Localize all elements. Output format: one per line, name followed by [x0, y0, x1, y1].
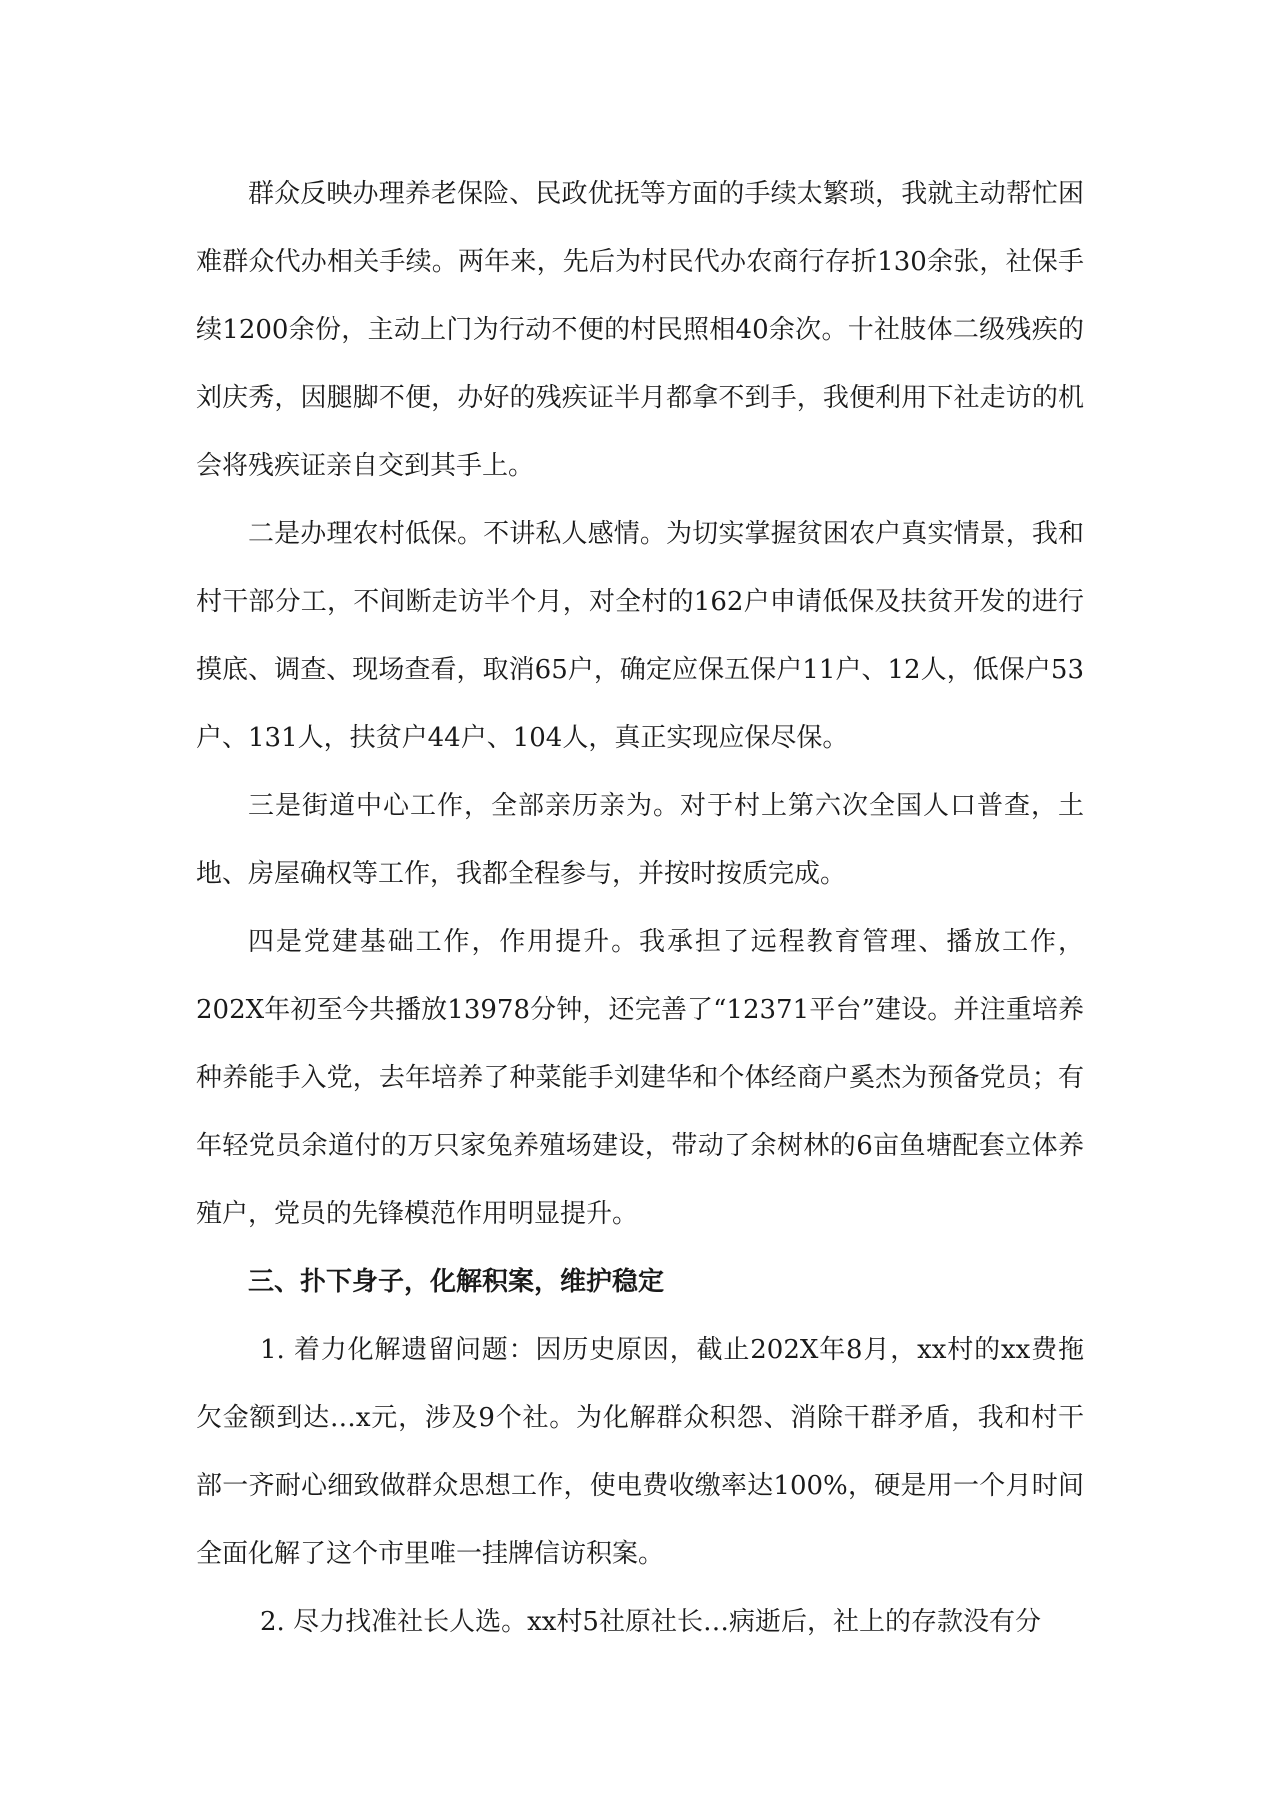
paragraph-1: 群众反映办理养老保险、民政优抚等方面的手续太繁琐，我就主动帮忙困难群众代办相关手续。两年来，先后为村民代办农商行存折130余张，社保手续1200余份，主动上门为行动不便的村民照相40余次。十社肢体二级残疾的刘庆秀，因腿脚不便，办好的残疾证半月都拿不到手，我便利用下社走访的机会将残疾证亲自交到其手上。	[196, 179, 1084, 481]
numbered-item-1: 1. 着力化解遗留问题：因历史原因，截止202X年8月，xx村的xx费拖欠金额到达…x元，涉及9个社。为化解群众积怨、消除干群矛盾，我和村干部一齐耐心细致做群众思想工作，使电费收缴率达100%，硬是用一个月时间全面化解了这个市里唯一挂牌信访积案。	[196, 1335, 1084, 1569]
paragraph-2: 二是办理农村低保。不讲私人感情。为切实掌握贫困农户真实情景，我和村干部分工，不间断走访半个月，对全村的162户申请低保及扶贫开发的进行摸底、调查、现场查看，取消65户，确定应保五保户11户、12人，低保户53户、131人，扶贫户44户、104人，真正实现应保尽保。	[196, 519, 1084, 753]
paragraph-4: 四是党建基础工作，作用提升。我承担了远程教育管理、播放工作，202X年初至今共播放13978分钟，还完善了“12371平台”建设。并注重培养种养能手入党，去年培养了种菜能手刘建华和个体经商户奚杰为预备党员；有年轻党员余道付的万只家兔养殖场建设，带动了余树林的6亩鱼塘配套立体养殖户，党员的先锋模范作用明显提升。	[196, 927, 1084, 1229]
numbered-item-2: 2. 尽力找准社长人选。xx村5社原社长…病逝后，社上的存款没有分	[260, 1607, 1041, 1637]
document-page	[196, 160, 1084, 1656]
section-heading: 三、扑下身子，化解积案，维护稳定	[248, 1267, 665, 1297]
paragraph-3: 三是街道中心工作，全部亲历亲为。对于村上第六次全国人口普查，土地、房屋确权等工作，我都全程参与，并按时按质完成。	[196, 791, 1084, 889]
